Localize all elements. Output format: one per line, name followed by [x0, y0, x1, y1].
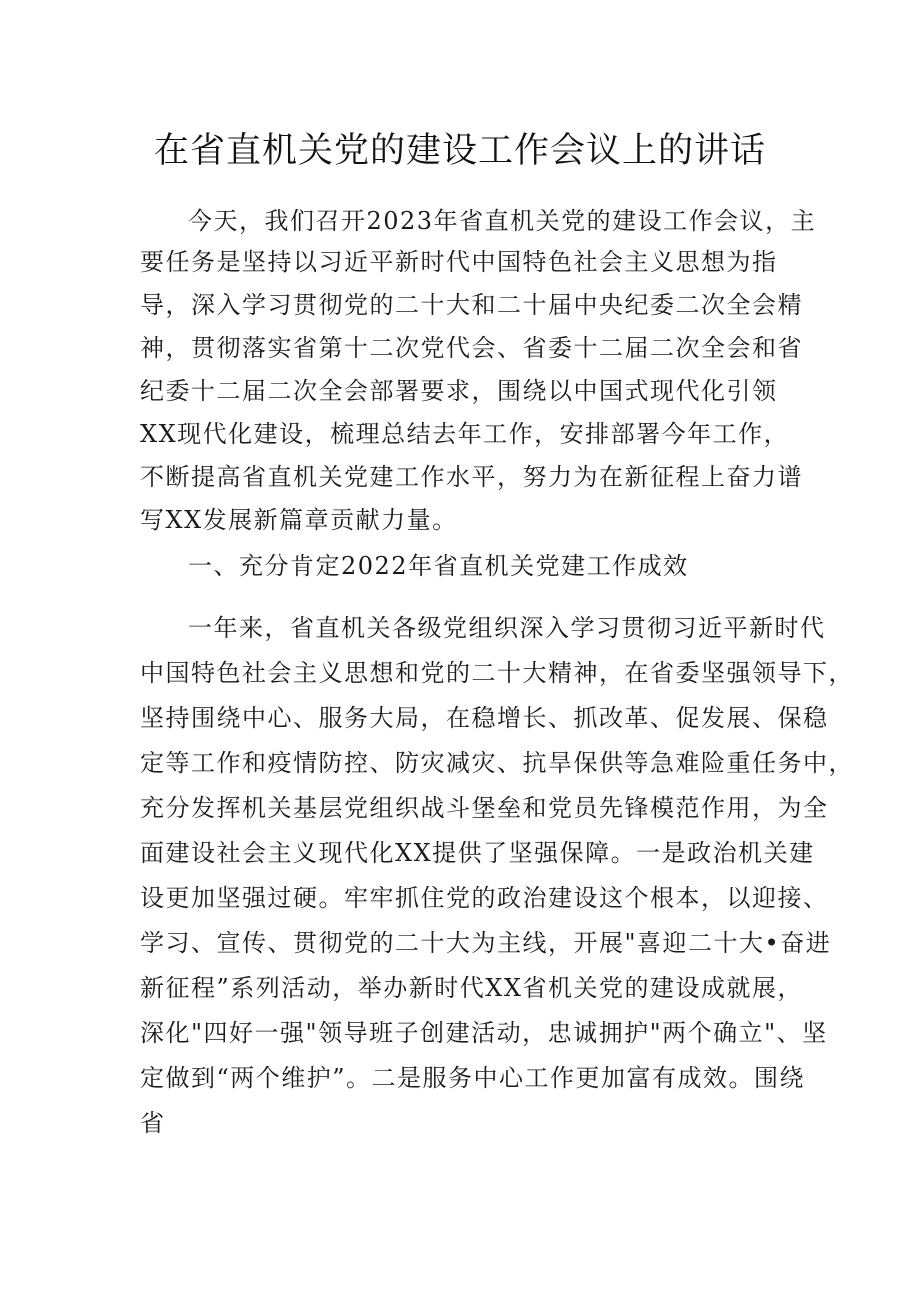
paragraph-2-line-2: 中国特色社会主义思想和党的二十大精神，在省委坚强领导下，	[140, 659, 854, 687]
paragraph-2-line-8: 学习、宣传、贯彻党的二十大为主线，开展"喜迎二十大•奋进	[140, 929, 832, 957]
paragraph-1-line-1: 今天，我们召开2023年省直机关党的建设工作会议，主	[188, 207, 817, 235]
paragraph-2-line-5: 充分发挥机关基层党组织战斗堡垒和党员先锋模范作用，为全	[140, 794, 829, 822]
paragraph-2-line-6: 面建设社会主义现代化XX提供了坚强保障。一是政治机关建	[140, 839, 815, 867]
paragraph-2-line-10: 深化"四好一强"领导班子创建活动，忠诚拥护"两个确立"、坚	[140, 1019, 828, 1047]
paragraph-1-line-7: 不断提高省直机关党建工作水平，努力为在新征程上奋力谱	[140, 463, 803, 491]
paragraph-1-line-5: 纪委十二届二次全会部署要求，围绕以中国式现代化引领	[140, 377, 778, 405]
document-title: 在省直机关党的建设工作会议上的讲话	[153, 131, 766, 171]
paragraph-1-line-3: 导，深入学习贯彻党的二十大和二十届中央纪委二次全会精	[140, 291, 803, 319]
paragraph-1-line-6: XX现代化建设，梳理总结去年工作，安排部署今年工作，	[140, 420, 790, 448]
paragraph-2-line-11: 定做到“两个维护”。二是服务中心工作更加富有成效。围绕	[140, 1064, 806, 1092]
paragraph-2-line-7: 设更加坚强过硬。牢牢抓住党的政治建设这个根本，以迎接、	[140, 884, 829, 912]
paragraph-2-line-4: 定等工作和疫情防控、防灾减灾、抗旱保供等急难险重任务中，	[140, 749, 854, 777]
paragraph-2-line-9: 新征程”系列活动，举办新时代XX省机关党的建设成就展，	[140, 974, 803, 1002]
section-1-heading: 一、充分肯定2022年省直机关党建工作成效	[188, 552, 689, 580]
paragraph-2-line-12: 省	[140, 1109, 166, 1137]
paragraph-1-line-4: 神，贯彻落实省第十二次党代会、省委十二届二次全会和省	[140, 334, 803, 362]
paragraph-2-line-3: 坚持围绕中心、服务大局，在稳增长、抓改革、促发展、保稳	[140, 704, 829, 732]
paragraph-1-line-2: 要任务是坚持以习近平新时代中国特色社会主义思想为指	[140, 248, 778, 276]
paragraph-1-line-8: 写XX发展新篇章贡献力量。	[140, 506, 458, 534]
paragraph-2-line-1: 一年来，省直机关各级党组织深入学习贯彻习近平新时代	[188, 614, 826, 642]
